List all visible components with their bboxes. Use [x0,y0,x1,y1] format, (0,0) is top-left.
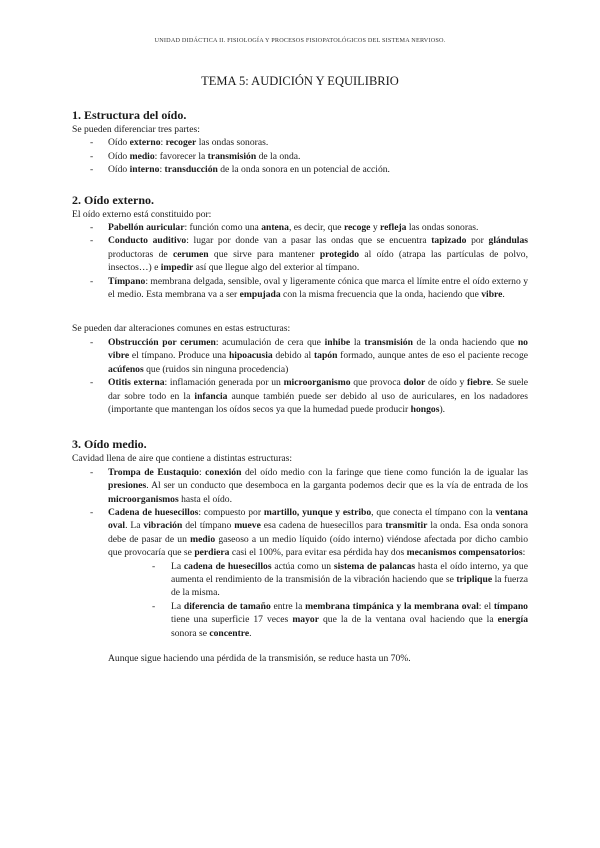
bold-term: conexión [205,466,242,478]
list-item [150,600,528,640]
bold-term: energía [497,614,528,626]
dash-bullet: - [90,275,94,287]
text-run: de la onda sonora en un potencial de acción. [217,164,390,176]
item-text [171,601,528,639]
text-run: : [522,547,526,559]
list-item [72,336,528,376]
text-run: : membrana delgada, sensible, oval y ligeramente cónica que marca el límite entre el oído externo y el medio. Esta membrana va a ser [108,275,528,301]
bold-term: acúfenos [108,363,144,375]
text-run: que (ruidos sin ninguna procedencia) [143,363,289,375]
bold-term: sistema de palancas [333,560,416,572]
section-heading: 2. Oído externo. [72,192,154,207]
bold-term: recoge [343,222,371,234]
text-run: y [370,222,381,234]
text-run: Oído [108,137,130,149]
section-intro: El oído externo está constituido por: [72,208,212,220]
text-run: : [160,137,166,149]
text-run: : [198,466,206,478]
text-run: . Al ser un conducto que desemboca en la garganta podemos decir que es la vía de entrada de los [146,480,528,492]
item-text [108,337,528,375]
text-run: al oído (atrapa las partículas de polvo, insectos…) e [108,248,528,274]
text-run: que sirve para mantener [208,248,320,260]
bold-term: mecanismos compensatorios [406,547,523,559]
dash-bullet: - [90,164,94,176]
text-run: formado, aunque antes de eso el paciente recoge [337,350,529,362]
bold-term: tapón [313,350,338,362]
list-item [72,506,528,560]
text-run: productoras de [108,248,173,260]
bold-term: externo [129,137,161,149]
text-run: . Se suele dar sobre todo en la [108,377,528,402]
bold-term: transmisión [207,150,257,162]
list-item [72,234,528,274]
text-run: del oído medio con la faringe que tiene como función la de igualar las [241,466,528,478]
section-heading: 1. Estructura del oído. [72,108,187,122]
bold-term: impedir [160,262,194,274]
dash-bullet: - [90,336,94,348]
bold-term: triplique [456,573,493,585]
bold-term: diferencia de tamaño [183,600,271,612]
text-run: : función como una [184,222,262,234]
bold-term: empujada [239,289,281,301]
text-run: . La [125,520,144,532]
text-run: Oído [108,164,130,176]
list-item [72,163,528,176]
item-text [171,561,528,599]
bold-term: glándulas [488,235,528,247]
text-run: hasta el oído interno, ya que aumenta el rendimiento de la transmisión de la vibración haciendo que se [171,560,528,585]
list-item [72,136,528,149]
running-header: UNIDAD DIDÁCTICA II. FISIOLOGÍA Y PROCESOS FISIOPATOLÓGICOS DEL SISTEMA NERVIOSO. [154,37,446,44]
item-text [108,507,528,558]
bold-term: Obstrucción por cerumen [108,336,216,348]
list-item [72,275,528,302]
dash-bullet: - [152,600,156,612]
bold-term: microorganismo [283,377,351,389]
bold-term: transmisión [364,336,413,348]
text-run: del tímpano [182,520,235,532]
text-run: la [350,336,365,348]
bold-term: fiebre [467,377,491,389]
bold-term: refleja [380,222,407,234]
bold-term: transducción [164,164,218,176]
item-text [108,235,528,273]
bold-term: Trompa de Eustaquio [108,466,199,478]
bold-term: transmitir [385,520,428,532]
text-run: de la onda. [256,150,301,162]
text-run: , es decir, que [288,222,344,234]
bold-term: Cadena de huesecillos [108,506,199,518]
text-run: : inflamación generada por un [164,377,284,389]
text-run: así que llegue algo del exterior al tímpano. [193,262,360,274]
bullet-list [72,336,528,416]
item-text [108,222,478,233]
text-run: : el [478,600,494,612]
closing-paragraph: Aunque sigue haciendo una pérdida de la transmisión, se reduce hasta un 70%. [108,653,411,664]
bold-term: protegido [319,248,360,260]
text-run: las ondas sonoras. [406,222,479,234]
item-text [108,164,390,175]
bold-term: tapizado [431,235,467,247]
text-run: esa cadena de huesecillos para [260,520,386,532]
bold-term: concentre [209,627,250,639]
text-run: las ondas sonoras. [196,137,269,149]
bold-term: Conducto auditivo [108,235,187,247]
bold-term: mayor [292,614,319,626]
text-run: debido al [272,350,314,362]
bullet-list [72,136,528,176]
item-text [108,467,528,505]
dash-bullet: - [90,150,94,162]
list-item [72,466,528,506]
text-run: La [171,600,184,612]
item-text [108,137,268,148]
section-intro: Se pueden diferenciar tres partes: [72,124,200,135]
text-run: . [249,627,252,639]
bold-term: inhibe [324,336,351,348]
bullet-list [72,466,528,560]
text-run: La [171,560,184,572]
text-run: el tímpano. Produce una [129,350,229,362]
text-run: de oído y [425,377,468,389]
text-run: con la misma frecuencia que la onda, haciendo que [280,289,482,301]
bold-term: Otitis externa [108,377,165,389]
bold-term: martillo, yunque y estribo [263,506,372,518]
bold-term: antena [261,222,289,234]
text-run: que provoca [350,377,404,389]
bold-term: no vibre [108,336,528,362]
document-body [72,108,528,665]
section-heading: 3. Oído medio. [72,437,147,452]
bold-term: vibración [143,520,183,532]
text-run: tiene una superficie 17 veces [171,614,293,626]
bold-term: interno [129,164,160,176]
text-run: de la onda haciendo que [412,336,518,348]
section-intro: Se pueden dar alteraciones comunes en estas estructuras: [72,323,291,335]
text-run: : acumulación de cera que [215,336,325,348]
bold-term: tímpano [493,600,528,612]
text-run: . [502,289,505,301]
page-title: TEMA 5: AUDICIÓN Y EQUILIBRIO [201,74,399,88]
text-run: sonora se [171,627,210,639]
bold-term: ventana oval [108,506,528,532]
sub-bullet-list [150,560,528,640]
item-text [108,276,528,300]
bold-term: microorganismos [108,493,179,505]
list-item [72,376,528,416]
bold-term: dolor [403,377,426,389]
bullet-list [72,221,528,301]
item-text [108,377,528,415]
bold-term: membrana timpánica y la membrana oval [305,600,479,612]
text-run: , que conecta el tímpano con la [371,506,496,518]
bold-term: hipoacusia [228,350,273,362]
section-intro: Cavidad llena de aire que contiene a distintas estructuras: [72,453,293,465]
list-item [72,221,528,234]
bold-term: medio [129,150,155,162]
list-item [150,560,528,600]
text-run: Oído [108,150,130,162]
dash-bullet: - [90,235,94,247]
text-run: actúa como un [271,560,334,572]
dash-bullet: - [90,222,94,234]
text-run: la onda. Esa onda sonora debe de pasar de un [108,520,528,545]
list-item [72,150,528,163]
bold-term: recoger [165,137,197,149]
dash-bullet: - [90,377,94,389]
bold-term: Pabellón auricular [108,222,185,234]
text-run: entre la [270,600,306,612]
item-text [108,151,300,162]
text-run: la fuerza de la misma. [171,573,528,599]
text-run: : [159,164,165,176]
text-run: aunque también puede ser debido al uso de auriculares, en los nadadores (importante que mantengan los oídos secos ya que la humedad puede producir [108,390,528,415]
text-run: ). [439,403,446,415]
bold-term: vibre [481,289,503,301]
bold-term: medio [190,533,216,545]
bold-term: cadena de huesecillos [183,560,272,572]
bold-term: hongos [410,403,440,415]
bold-term: Tímpano [108,275,146,287]
bold-term: perdiera [194,547,230,559]
text-run: hasta el oído. [178,493,232,505]
text-run: : lugar por donde van a pasar las ondas que se encuentra [186,235,432,247]
dash-bullet: - [152,560,156,572]
bold-term: cerumen [172,248,209,260]
bold-term: mueve [234,520,261,532]
text-run: por [466,235,489,247]
text-run: casi el 100%, para evitar esa pérdida hay dos [229,547,407,559]
dash-bullet: - [90,466,94,478]
text-run: que la de la ventana oval haciendo que la [318,614,498,626]
bold-term: infancia [194,390,228,402]
text-run: gaseoso a un medio líquido (oído interno) viéndose afectada por dicho cambio que provocaría que se [108,533,528,559]
text-run: : favorecer la [154,150,208,162]
dash-bullet: - [90,506,94,518]
bold-term: presiones [108,480,147,492]
dash-bullet: - [90,137,94,149]
text-run: : compuesto por [198,506,264,518]
